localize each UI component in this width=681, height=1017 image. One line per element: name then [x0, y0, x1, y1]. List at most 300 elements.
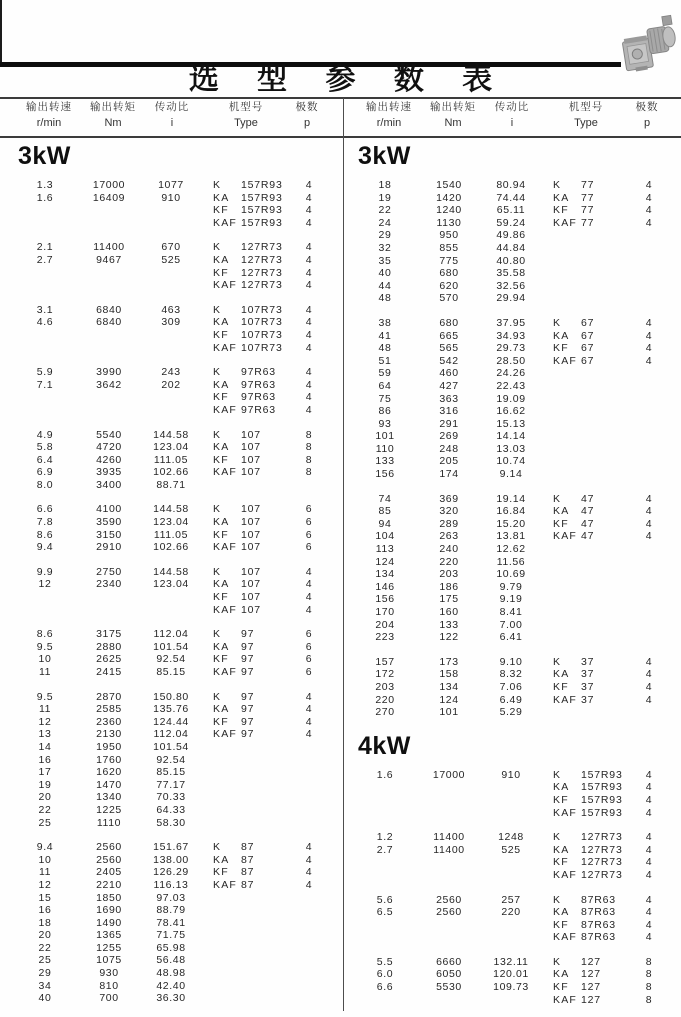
- data-block: [0, 366, 341, 416]
- table-row: [340, 856, 681, 869]
- poles-cell: 4: [645, 316, 653, 329]
- speed-cell: 8.0: [36, 478, 54, 491]
- type-prefix-cell: KA: [213, 578, 230, 591]
- data-block: [0, 566, 341, 616]
- speed-cell: 1.3: [36, 179, 54, 191]
- header-poles-unit: p: [303, 117, 311, 129]
- type-model-cell: 77: [581, 191, 595, 204]
- header-poles-label: 极数: [635, 101, 659, 113]
- table-row: [0, 691, 341, 704]
- speed-cell: 25: [38, 816, 52, 829]
- type-prefix-cell: K: [213, 503, 222, 516]
- table-row: [0, 541, 341, 554]
- poles-cell: 8: [305, 441, 313, 454]
- table-row: [0, 992, 341, 1005]
- speed-cell: 146: [375, 580, 395, 593]
- speed-cell: 10: [38, 853, 52, 866]
- table-row: [340, 405, 681, 418]
- poles-cell: 4: [645, 781, 653, 794]
- torque-cell: 2870: [96, 690, 122, 703]
- speed-cell: 41: [378, 329, 392, 342]
- poles-cell: 4: [305, 391, 313, 404]
- torque-cell: 427: [439, 379, 459, 392]
- table-row: [340, 831, 681, 844]
- ratio-cell: 150.80: [153, 690, 189, 703]
- poles-cell: 4: [305, 841, 313, 854]
- header-output-speed-unit: r/min: [376, 117, 402, 129]
- table-row: [0, 429, 341, 442]
- type-model-cell: 157R93: [581, 793, 623, 806]
- torque-cell: 2415: [96, 666, 122, 678]
- torque-cell: 122: [439, 631, 459, 644]
- poles-cell: 4: [645, 843, 653, 856]
- table-row: [0, 192, 341, 205]
- type-model-cell: 87R63: [581, 893, 616, 906]
- torque-cell: 3642: [96, 378, 122, 391]
- ratio-cell: 10.74: [496, 455, 526, 468]
- table-row: [340, 593, 681, 606]
- speed-cell: 20: [38, 791, 52, 804]
- poles-cell: 4: [645, 354, 653, 367]
- torque-cell: 363: [439, 392, 459, 405]
- speed-cell: 4.9: [36, 428, 54, 441]
- table-row: [0, 254, 341, 267]
- type-model-cell: 127: [581, 981, 601, 994]
- speed-cell: 44: [378, 279, 392, 292]
- type-model-cell: 127: [581, 993, 601, 1006]
- type-model-cell: 97: [241, 628, 255, 641]
- header-output-torque-label: 输出转矩: [90, 101, 136, 113]
- speed-cell: 1.2: [376, 831, 394, 844]
- type-model-cell: 47: [581, 492, 595, 505]
- table-row: [340, 581, 681, 594]
- type-prefix-cell: KA: [553, 968, 570, 981]
- type-prefix-cell: KF: [213, 391, 229, 404]
- type-model-cell: 87R63: [581, 931, 616, 944]
- speed-cell: 170: [375, 606, 395, 618]
- type-model-cell: 47: [581, 530, 595, 543]
- speed-cell: 14: [38, 740, 52, 753]
- table-row: [340, 280, 681, 293]
- torque-cell: 5530: [436, 981, 462, 994]
- type-prefix-cell: KA: [553, 906, 570, 919]
- type-model-cell: 107R73: [241, 341, 283, 354]
- power-section-heading: 4kW: [358, 731, 411, 760]
- speed-cell: 29: [378, 229, 392, 242]
- speed-cell: 29: [38, 967, 52, 980]
- type-model-cell: 107: [241, 441, 261, 454]
- type-prefix-cell: KF: [553, 981, 569, 994]
- type-model-cell: 77: [581, 179, 595, 191]
- speed-cell: 11: [38, 703, 52, 716]
- table-row: [0, 316, 341, 329]
- poles-cell: 4: [305, 603, 313, 616]
- type-prefix-cell: KA: [213, 853, 230, 866]
- poles-cell: 4: [305, 328, 313, 341]
- speed-cell: 94: [378, 517, 392, 530]
- poles-cell: 4: [645, 868, 653, 881]
- ratio-cell: 120.01: [493, 968, 529, 981]
- torque-cell: 134: [439, 680, 459, 693]
- type-model-cell: 127R73: [581, 843, 623, 856]
- torque-cell: 3175: [96, 628, 122, 641]
- table-row: [340, 994, 681, 1007]
- type-model-cell: 107: [241, 428, 261, 441]
- poles-cell: 4: [645, 342, 653, 355]
- table-header-left: [0, 101, 341, 135]
- type-prefix-cell: KA: [213, 640, 230, 653]
- type-model-cell: 87R63: [581, 906, 616, 919]
- speed-cell: 8.6: [36, 528, 54, 541]
- speed-cell: 24: [378, 216, 392, 229]
- type-prefix-cell: KF: [553, 793, 569, 806]
- type-prefix-cell: KAF: [213, 466, 238, 479]
- poles-cell: 4: [645, 893, 653, 906]
- speed-cell: 104: [375, 530, 395, 543]
- ratio-cell: 24.26: [496, 367, 526, 380]
- ratio-cell: 1248: [498, 831, 524, 844]
- torque-cell: 2340: [96, 578, 122, 591]
- type-prefix-cell: KF: [553, 680, 569, 693]
- torque-cell: 3935: [96, 466, 122, 479]
- table-row: [0, 942, 341, 955]
- table-row: [340, 468, 681, 481]
- torque-cell: 1690: [96, 904, 122, 917]
- poles-cell: 4: [645, 768, 653, 781]
- poles-cell: 4: [305, 878, 313, 891]
- table-row: [0, 728, 341, 741]
- speed-cell: 20: [38, 929, 52, 942]
- poles-cell: 4: [305, 241, 313, 254]
- type-model-cell: 97R63: [241, 378, 276, 391]
- type-model-cell: 97: [241, 703, 255, 716]
- type-model-cell: 67: [581, 329, 595, 342]
- ratio-cell: 111.05: [153, 528, 189, 541]
- speed-cell: 7.8: [36, 516, 54, 529]
- speed-cell: 19: [38, 778, 52, 791]
- type-prefix-cell: KA: [213, 378, 230, 391]
- ratio-cell: 123.04: [153, 578, 189, 591]
- table-row: [0, 454, 341, 467]
- torque-cell: 3400: [96, 478, 122, 491]
- table-row: [340, 968, 681, 981]
- table-row: [340, 242, 681, 255]
- speed-cell: 7.1: [36, 378, 54, 391]
- table-row: [0, 703, 341, 716]
- type-prefix-cell: K: [213, 303, 222, 316]
- ratio-cell: 257: [501, 893, 521, 906]
- type-prefix-cell: KAF: [553, 868, 578, 881]
- torque-cell: 2210: [96, 878, 122, 891]
- type-model-cell: 157R93: [581, 768, 623, 781]
- torque-cell: 1255: [96, 941, 122, 954]
- torque-cell: 1130: [436, 216, 462, 229]
- poles-cell: 4: [645, 505, 653, 518]
- data-block: [0, 841, 341, 1005]
- speed-cell: 6.4: [36, 453, 54, 466]
- torque-cell: 17000: [432, 768, 466, 781]
- type-model-cell: 37: [581, 680, 595, 693]
- ratio-cell: 525: [501, 843, 521, 856]
- torque-cell: 316: [439, 405, 459, 418]
- scan-edge-artifact: [0, 0, 2, 66]
- table-row: [340, 393, 681, 406]
- table-row: [340, 204, 681, 217]
- table-row: [340, 869, 681, 882]
- torque-cell: 4260: [96, 453, 122, 466]
- ratio-cell: 220: [501, 906, 521, 919]
- ratio-cell: 15.13: [496, 417, 526, 430]
- ratio-cell: 202: [161, 378, 181, 391]
- ratio-cell: 135.76: [153, 703, 189, 716]
- speed-cell: 75: [378, 392, 392, 405]
- torque-cell: 1420: [436, 191, 462, 204]
- poles-cell: 4: [305, 703, 313, 716]
- type-model-cell: 107: [241, 603, 261, 616]
- type-prefix-cell: K: [213, 690, 222, 703]
- torque-cell: 175: [439, 593, 459, 606]
- table-row: [340, 981, 681, 994]
- torque-cell: 205: [439, 455, 459, 468]
- type-prefix-cell: KF: [213, 453, 229, 466]
- type-prefix-cell: KAF: [213, 541, 238, 554]
- ratio-cell: 13.81: [496, 530, 526, 543]
- table-row: [340, 518, 681, 531]
- type-model-cell: 97: [241, 640, 255, 653]
- type-prefix-cell: K: [553, 893, 562, 906]
- ratio-cell: 48.98: [156, 967, 186, 980]
- type-prefix-cell: KA: [553, 329, 570, 342]
- type-prefix-cell: KAF: [553, 993, 578, 1006]
- torque-cell: 950: [439, 229, 459, 242]
- speed-cell: 10: [38, 653, 52, 666]
- torque-cell: 240: [439, 543, 459, 556]
- ratio-cell: 123.04: [153, 516, 189, 529]
- ratio-cell: 309: [161, 316, 181, 329]
- torque-cell: 1470: [96, 778, 122, 791]
- ratio-cell: 97.03: [156, 891, 186, 904]
- torque-cell: 6840: [96, 316, 122, 329]
- speed-cell: 12: [38, 878, 52, 891]
- type-model-cell: 127R73: [581, 868, 623, 881]
- type-prefix-cell: KF: [213, 266, 229, 279]
- speed-cell: 6.5: [376, 906, 394, 919]
- type-prefix-cell: K: [213, 841, 222, 854]
- table-row: [0, 217, 341, 230]
- torque-cell: 16409: [92, 191, 126, 204]
- left-column: [0, 137, 341, 1017]
- data-block: [0, 691, 341, 830]
- type-model-cell: 97R63: [241, 391, 276, 404]
- table-row: [340, 217, 681, 230]
- speed-cell: 5.8: [36, 441, 54, 454]
- data-block: [340, 493, 681, 644]
- table-row: [340, 919, 681, 932]
- type-model-cell: 107: [241, 503, 261, 516]
- type-prefix-cell: K: [553, 655, 562, 668]
- poles-cell: 4: [645, 179, 653, 191]
- table-row: [0, 379, 341, 392]
- type-prefix-cell: KA: [213, 516, 230, 529]
- speed-cell: 93: [378, 417, 392, 430]
- torque-cell: 1950: [96, 740, 122, 753]
- table-row: [340, 619, 681, 632]
- type-prefix-cell: KAF: [553, 931, 578, 944]
- torque-cell: 810: [99, 979, 119, 992]
- speed-cell: 11: [38, 866, 52, 879]
- poles-cell: 4: [645, 693, 653, 706]
- type-model-cell: 77: [581, 204, 595, 217]
- type-prefix-cell: KAF: [213, 603, 238, 616]
- speed-cell: 3.1: [36, 303, 54, 316]
- table-row: [340, 317, 681, 330]
- torque-cell: 1240: [436, 204, 462, 217]
- speed-cell: 22: [38, 803, 52, 816]
- torque-cell: 269: [439, 430, 459, 443]
- title-rule: [0, 97, 681, 99]
- power-section-heading: 3kW: [18, 142, 71, 170]
- type-prefix-cell: KF: [553, 856, 569, 869]
- type-prefix-cell: K: [553, 768, 562, 781]
- speed-cell: 16: [38, 904, 52, 917]
- speed-cell: 5.5: [376, 955, 394, 968]
- speed-cell: 113: [375, 543, 395, 556]
- type-prefix-cell: KA: [213, 191, 230, 204]
- table-row: [340, 894, 681, 907]
- table-row: [0, 641, 341, 654]
- table-row: [340, 192, 681, 205]
- speed-cell: 203: [375, 680, 395, 693]
- poles-cell: 4: [305, 341, 313, 354]
- poles-cell: 8: [305, 428, 313, 441]
- ratio-cell: 10.69: [496, 568, 526, 581]
- ratio-cell: 6.49: [499, 693, 523, 706]
- torque-cell: 186: [439, 580, 459, 593]
- ratio-cell: 112.04: [153, 728, 189, 741]
- type-prefix-cell: K: [553, 492, 562, 505]
- torque-cell: 1075: [96, 954, 122, 967]
- torque-cell: 1110: [96, 816, 122, 829]
- poles-cell: 4: [305, 728, 313, 741]
- table-row: [340, 681, 681, 694]
- torque-cell: 11400: [433, 843, 465, 856]
- type-prefix-cell: KF: [213, 528, 229, 541]
- ratio-cell: 40.80: [496, 254, 526, 267]
- torque-cell: 4100: [96, 503, 122, 516]
- type-model-cell: 107: [241, 578, 261, 591]
- type-prefix-cell: KF: [213, 653, 229, 666]
- type-prefix-cell: KA: [553, 781, 570, 794]
- data-block: [340, 956, 681, 1006]
- speed-cell: 9.4: [36, 841, 54, 854]
- data-block: [0, 429, 341, 492]
- type-model-cell: 67: [581, 354, 595, 367]
- ratio-cell: 28.50: [496, 354, 526, 367]
- header-ratio-label: 传动比: [154, 101, 190, 113]
- torque-cell: 680: [439, 267, 459, 280]
- type-model-cell: 107R73: [241, 303, 283, 316]
- type-prefix-cell: K: [553, 955, 562, 968]
- speed-cell: 124: [375, 555, 395, 568]
- table-row: [340, 355, 681, 368]
- ratio-cell: 71.75: [156, 929, 186, 942]
- table-row: [0, 817, 341, 830]
- poles-cell: 4: [305, 279, 313, 292]
- ratio-cell: 8.41: [499, 606, 523, 618]
- ratio-cell: 42.40: [156, 979, 186, 992]
- ratio-cell: 126.29: [153, 866, 189, 879]
- torque-cell: 542: [439, 354, 459, 367]
- speed-cell: 38: [378, 316, 392, 329]
- ratio-cell: 78.41: [156, 916, 186, 929]
- ratio-cell: 44.84: [496, 241, 526, 254]
- speed-cell: 17: [38, 766, 52, 779]
- type-model-cell: 87: [241, 878, 255, 891]
- ratio-cell: 34.93: [496, 329, 526, 342]
- speed-cell: 22: [38, 941, 52, 954]
- speed-cell: 9.9: [36, 565, 54, 578]
- type-model-cell: 97: [241, 728, 255, 741]
- type-prefix-cell: K: [213, 628, 222, 641]
- table-row: [0, 342, 341, 355]
- ratio-cell: 65.98: [156, 941, 186, 954]
- page-title: 选 型 参 数 表: [188, 63, 508, 96]
- speed-cell: 12: [38, 578, 52, 591]
- data-block: [0, 179, 341, 229]
- ratio-cell: 132.11: [493, 955, 529, 968]
- table-row: [340, 807, 681, 820]
- ratio-cell: 19.14: [496, 492, 526, 505]
- table-row: [0, 866, 341, 879]
- torque-cell: 570: [439, 292, 459, 305]
- speed-cell: 13: [38, 728, 52, 741]
- ratio-cell: 36.30: [156, 992, 186, 1005]
- ratio-cell: 144.58: [153, 503, 189, 516]
- table-row: [340, 292, 681, 305]
- type-model-cell: 97: [241, 715, 255, 728]
- speed-cell: 64: [378, 379, 392, 392]
- torque-cell: 2360: [96, 715, 122, 728]
- table-row: [340, 330, 681, 343]
- ratio-cell: 463: [161, 303, 181, 316]
- table-row: [340, 255, 681, 268]
- type-prefix-cell: KF: [213, 591, 229, 604]
- ratio-cell: 9.79: [499, 580, 523, 593]
- type-model-cell: 127: [581, 968, 601, 981]
- header-model-type-unit: Type: [574, 117, 598, 129]
- speed-cell: 223: [375, 631, 395, 644]
- type-prefix-cell: K: [213, 366, 222, 379]
- table-row: [0, 241, 341, 254]
- type-model-cell: 157R93: [241, 191, 283, 204]
- table-row: [0, 329, 341, 342]
- header-model-type: [551, 101, 621, 130]
- poles-cell: 4: [305, 690, 313, 703]
- speed-cell: 18: [378, 179, 392, 191]
- ratio-cell: 88.71: [156, 478, 186, 491]
- speed-cell: 110: [375, 442, 395, 455]
- speed-cell: 40: [38, 992, 52, 1005]
- torque-cell: 173: [439, 655, 459, 668]
- ratio-cell: 7.06: [499, 680, 523, 693]
- table-row: [340, 380, 681, 393]
- speed-cell: 25: [38, 954, 52, 967]
- type-prefix-cell: KAF: [553, 354, 578, 367]
- speed-cell: 270: [375, 706, 395, 719]
- torque-cell: 565: [439, 342, 459, 355]
- torque-cell: 6840: [96, 303, 122, 316]
- header-poles: [617, 101, 677, 130]
